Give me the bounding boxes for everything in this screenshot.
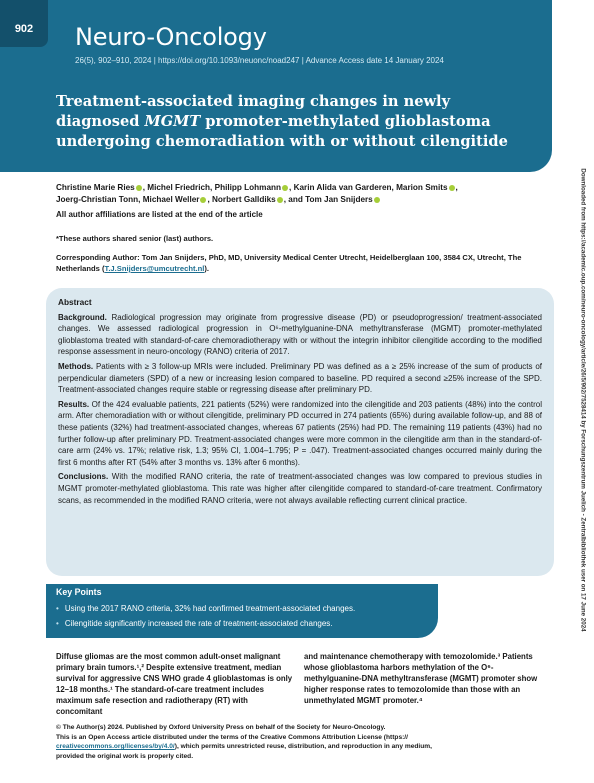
orcid-icon[interactable] xyxy=(277,197,283,203)
author-text-2b: , Norbert Galldiks xyxy=(207,195,276,204)
methods-label: Methods. xyxy=(58,361,94,371)
author-text-1b: , Michel Friedrich, Philipp Lohmann xyxy=(142,183,282,192)
footnote-license-cont xyxy=(56,742,526,752)
footnote-license xyxy=(56,733,526,743)
conclusions-label: Conclusions. xyxy=(58,472,109,482)
orcid-icon[interactable] xyxy=(200,197,206,203)
author-list: Christine Marie Ries , Michel Friedrich, Philipp Lohmann , Karin Alida van Garderen, Marion Smits , Joerg-Christian Tonn, Michael Weller , Norbert Galldiks , and Tom Jan Snijders xyxy=(56,183,458,204)
methods-text: Patients with ≥ 3 follow-up MRIs were included. Preliminary PD was defined as a ≥ 25% increase of the sum of products of perpendicular diameters (SPD) of a new or increasing lesion compared to baseline. PD required a second ≥25% increase of the SPD. Treatment-associated changes require stable or regressing disease after preliminary PD. xyxy=(58,361,542,395)
orcid-icon[interactable] xyxy=(136,185,142,191)
abstract-results xyxy=(58,399,542,469)
corresponding-author xyxy=(56,252,536,274)
key-points-heading: Key Points xyxy=(46,584,438,600)
shared-authorship-note: *These authors shared senior (last) authors. xyxy=(56,234,214,243)
abstract-methods xyxy=(58,361,542,396)
author-text-1c: , Karin Alida van Garderen, Marion Smits xyxy=(289,183,448,192)
conclusions-text: With the modified RANO criteria, the rate of treatment-associated changes was low compared to previous studies in MGMT promoter-methylated glioblastoma. This rate was higher after cilengitide compared to standard-of-care treatment. Confirmatory scans, as recommended in the modified RANO criteria, were not always available reflecting current clinical practice. xyxy=(58,472,542,505)
author-text-1: Christine Marie Ries xyxy=(56,183,135,192)
bullet-icon: • xyxy=(56,604,59,613)
body-column-left: Diffuse gliomas are the most common adult-onset malignant primary brain tumors.¹,² Despite extensive treatment, median survival for aggressive CNS WHO grade 4 glioblastomas is only 12–18 months.¹ The standard-of-care treatment includes maximum safe resection and radiotherapy (RT) with concomitant xyxy=(56,652,293,716)
results-label: Results. xyxy=(58,399,90,409)
article-title xyxy=(56,92,536,152)
abstract-background xyxy=(58,312,542,358)
background-label: Background. xyxy=(58,312,107,322)
footnote-license-text: This is an Open Access article distributed under the terms of the Creative Commons Attribution License (https:// xyxy=(56,733,408,741)
journal-name[interactable]: Neuro-Oncology xyxy=(75,23,267,51)
citation-line: 26(5), 902–910, 2024 | https://doi.org/10.1093/neuonc/noad247 | Advance Access date 14 January 2024 xyxy=(75,56,444,65)
key-points-box xyxy=(46,600,438,638)
title-part2: promoter-methylated glioblastoma undergoing chemoradiation with or without cilengitide xyxy=(56,113,508,150)
bullet-icon: • xyxy=(56,619,59,628)
page-number: 902 xyxy=(0,0,48,47)
corresponding-text: Corresponding Author: Tom Jan Snijders, PhD, MD, University Medical Center Utrecht, Heidelberglaan 100, 3584 CX, Utrecht, The Netherlands ( xyxy=(56,253,522,273)
footnote-license-tail: ), which permits unrestricted reuse, distribution, and reproduction in any medium, xyxy=(174,743,432,750)
footnote-cited: provided the original work is properly cited. xyxy=(56,752,194,760)
key-point-item xyxy=(56,619,438,628)
abstract-box xyxy=(46,288,554,576)
results-text: Of the 424 evaluable patients, 221 patients (52%) were randomized into the cilengitide and 203 patients (48%) into the control arm. After chemoradiation with or without cilengitide, preliminary PD occurred in 274 patients (65%) during available follow-up, and 88 of these patients (32%) had treatment-associated changes, whereas 67 patients (25%) had PD. The remaining 119 patients (43%) had no further follow-up after preliminary PD. Treatment-associated changes were more common in the cilengitide arm than in the standard-of-care arm (24% vs. 17%; relative risk, 1.3; 95% CI, 1.004–1.795; P = .047). Treatment-associated changes occurred mainly during the first 6 months after RT (54% after 3 months vs. 13% after 6 months). xyxy=(58,399,542,467)
background-text: Radiological progression may originate from progressive disease (PD) or pseudoprogression/ treatment-associated changes. We assessed radiological progression in O⁶-methylguanine-DNA methyltransferase (MGMT) promoter-methylated glioblastoma treated with standard-of-care chemoradiotherapy with or without the integrin inhibitor cilengitide according to the modified response assessment in neuro-oncology (RANO) criteria of 2017. xyxy=(58,312,542,357)
body-column-right: and maintenance chemotherapy with temozolomide.³ Patients whose glioblastoma harbors methylation of the O⁶-methylguanine-DNA methyltransferase (MGMT) promoter show higher response rates to temozolomide than those with an unmethylated MGMT promoter.⁴ xyxy=(304,652,538,705)
title-part1: Treatment-associated imaging changes in newly diagnosed xyxy=(56,93,451,130)
orcid-icon[interactable] xyxy=(374,197,380,203)
key-point-text: Cilengitide significantly increased the rate of treatment-associated changes. xyxy=(64,619,333,628)
download-watermark-text: Downloaded from https://academic.oup.com/neuro-oncology/article/26/5/902/7528414 by Forschungszentrum Juelich - Zentralbibliothek user on 17 June 2024 xyxy=(579,168,587,632)
abstract-heading: Abstract xyxy=(58,297,92,307)
author-text-2: Joerg-Christian Tonn, Michael Weller xyxy=(56,195,200,204)
corresponding-end: ). xyxy=(204,264,209,273)
journal-header xyxy=(0,0,552,172)
license-link[interactable]: creativecommons.org/licenses/by/4.0/ xyxy=(56,743,175,750)
key-point-item xyxy=(56,604,438,613)
orcid-icon[interactable] xyxy=(449,185,455,191)
affiliations-note: All author affiliations are listed at the end of the article xyxy=(56,210,263,219)
footnote-copyright: © The Author(s) 2024. Published by Oxford University Press on behalf of the Society for Neuro-Oncology. xyxy=(56,724,386,731)
download-watermark xyxy=(577,140,589,660)
orcid-icon[interactable] xyxy=(282,185,288,191)
corresponding-email-link[interactable]: T.J.Snijders@umcutrecht.nl xyxy=(104,264,205,273)
title-italic: MGMT xyxy=(144,113,201,130)
author-text-2c: , and Tom Jan Snijders xyxy=(283,195,373,204)
license-footnote xyxy=(56,723,526,761)
key-point-text: Using the 2017 RANO criteria, 32% had confirmed treatment-associated changes. xyxy=(64,604,356,613)
abstract-conclusions xyxy=(58,471,542,506)
